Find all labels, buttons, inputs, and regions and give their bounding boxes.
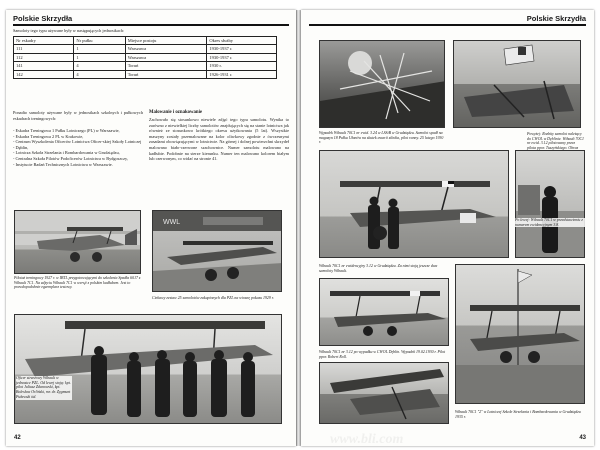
svg-text:WWL: WWL — [163, 219, 181, 226]
table-cell: 1930 r. — [207, 62, 277, 70]
table-cell: Toruń — [125, 62, 207, 70]
list-item: - Centrum Wyszkolenia Oficerów Lotnictwa Oficer-skiej Szkoły Lotniczej - Dęblin, — [13, 139, 142, 150]
photo-caption: Wibault 70C1 nr 3.12 po wypadku w CWOL Dęblin. Wypadek 19.02.1930 r. Pilot ppor. Robert Roll. — [319, 350, 446, 359]
table-cell: 4 — [74, 70, 125, 78]
table-header-cell: Nr pułku — [74, 37, 125, 45]
photo-wreck-flag — [453, 40, 581, 128]
page-header: Polskie Skrzydła — [13, 14, 73, 23]
table-cell: 4 — [74, 62, 125, 70]
photo-caption: Wibault 70C1 nr ewidencyjny 3.12 w Grudziądzu. Za nimi stoją jeszcze dwa samoloty Wibault. — [319, 264, 438, 273]
photo-caption: Wibault 70C1 "2" w Lotniczej Szkole Strzelania i Bombardowania w Grudziądzu 1935 r. — [455, 410, 581, 419]
list-item: - Lotnicza Szkoła Strzelania i Bombardowania w Grudziądzu, — [13, 150, 120, 156]
table-cell: 112 — [14, 53, 74, 61]
photo-caption: Oficer strzeżowy Wibault w jednostce PZL. Od lewej stoją: kpt. pilot Juliusz Zdanowski, kpt. Bolesław Orliński, mr. dr. Zygmunt Puławski itd. — [16, 376, 71, 399]
units-list — [13, 128, 143, 167]
header-rule — [13, 24, 289, 26]
table-header-row — [14, 37, 277, 45]
photo-plane-field — [319, 150, 509, 258]
table-cell: 1 — [74, 45, 125, 53]
table-cell: 1926-1931 r. — [207, 70, 277, 78]
table-cell: Warszawa — [125, 45, 207, 53]
table-cell: 142 — [14, 70, 74, 78]
units-intro: Ponadto samoloty używane były w jednostkach szkolnych i pułkowych eskadrach treningowych: — [13, 110, 143, 121]
photo-caption: Powyżej: Rozbity samolot należący do CWOL w Dęblinie. Wibault 70C1 nr ewid. 3.12 pilotowany przez pilota ppor. Tuszyńskiego. Obraz — [527, 132, 584, 151]
photo-crashed-nose — [319, 362, 449, 424]
photo-exhibition — [152, 210, 282, 292]
photo-caption: Pilotaż treningowy 1927 r. w IBTL przygotowującymi do szkolenia Spadła 6017 z Wibault 7C1. Na zdjęciu Wibault 7C1 w wersji z polskim kadłubem. Jest to prawdopodobnie egzemplarz testowy. — [14, 276, 141, 290]
watermark: www.bli.com — [330, 432, 404, 447]
table-cell: 1 — [74, 53, 125, 61]
table-cell: 111 — [14, 45, 74, 53]
table-row — [14, 53, 277, 61]
table-cell: Toruń — [125, 70, 207, 78]
table-intro: Samoloty tego typu używane były w następujących jednostkach: — [13, 28, 125, 33]
table-row — [14, 62, 277, 70]
list-item: - Eskadra Treningowa 2 PL w Krakowie, — [13, 133, 84, 139]
photo-plane-airfield — [319, 278, 449, 346]
photo-caption: Po lewej: Wibault 70C1 w przedstawieniu z numerem ewidencyjnym 3.8. — [515, 218, 585, 227]
photo-caption: Wypadek Wibault 70C1 nr ewid. 3.24 w LSSiB w Grudziądzu. Samolot spadł na magazyn 18 Pułku Ułanów na skutek awarii silnika, pilot ranny. 25 lutego 1930 r. — [319, 131, 444, 145]
service-table — [13, 36, 277, 79]
section-text: Zachowało się stosunkowo niewiele zdjęć tego typu samolotu. Wynika to zarówno z niewielkiej liczby samolotów znajdujących się na stanie lotnictwa jak również ze stosunkowo krótkiego okresu użytkowania (5 lat). Wszystkie maszyny zostały przemalowane na kolor oliwkowy zgodnie z ówczesnymi zasadami obowiązującymi w lotnictwie. Na górnej i dolnej powierzchni skrzydeł malowano biało-czerwone szachownice. Numer samolotu malowano na kadłubie. Podobnie na sterze kierunku. Numer ten malowano kolorem białym lub czerwonym, co widać na stronie 41. — [149, 117, 289, 162]
left-page — [6, 10, 296, 446]
table-cell: 1930-1937 r. — [207, 45, 277, 53]
header-rule — [309, 24, 586, 26]
table-cell: Warszawa — [125, 53, 207, 61]
photo-standing-officer — [515, 150, 585, 258]
table-header-cell: Miejsce postoju — [125, 37, 207, 45]
right-page — [301, 10, 594, 446]
list-item: - Eskadra Treningowa 1 Pułku Lotniczego (PL) w Warszawie, — [13, 128, 120, 133]
table-row — [14, 70, 277, 78]
table-header-cell: Okres służby — [207, 37, 277, 45]
photo-officers-group — [14, 314, 282, 424]
section-title: Malowanie i oznakowanie — [149, 110, 203, 115]
page-number: 43 — [579, 435, 586, 441]
table-cell: 1930-1937 r. — [207, 53, 277, 61]
page-header: Polskie Skrzydła — [526, 14, 586, 23]
table-cell: 141 — [14, 62, 74, 70]
list-item: - Instytucie Badań Technicznych Lotnictwa w Warszawie. — [13, 161, 113, 167]
photo-wibault-hangar — [14, 210, 141, 274]
photo-plane-flagpole — [455, 264, 585, 404]
list-item: - Centralna Szkoła Pilotów Podoficerów Lotnictwa w Bydgoszczy, — [13, 155, 128, 161]
page-number: 42 — [14, 435, 21, 441]
photo-caption: Ciekawy zestaw 25 samolotów zakupionych dla PZL na wiosnę pokazu 1929 r. — [152, 296, 274, 300]
table-row — [14, 45, 277, 53]
table-header-cell: Nr eskadry — [14, 37, 74, 45]
photo-crash-wreck — [319, 40, 445, 128]
